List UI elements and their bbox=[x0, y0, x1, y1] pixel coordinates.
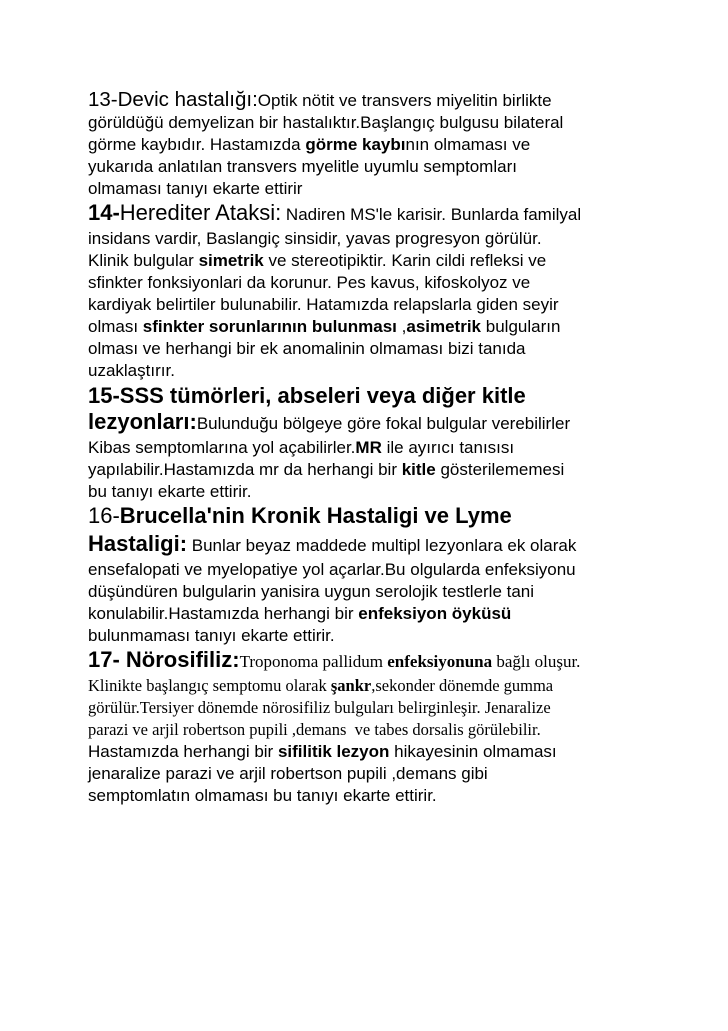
text-line: sfinkter fonksiyonlari da korunur. Pes kavus, kifoskolyoz ve bbox=[88, 273, 531, 292]
text-line: bu tanıyı ekarte ettirir. bbox=[88, 482, 252, 501]
section-15 bbox=[88, 382, 668, 503]
text-line: jenaralize parazi ve arjil robertson pupili ,demans gibi bbox=[88, 764, 488, 783]
text: Troponoma pallidum bbox=[239, 652, 388, 671]
emphasis: enfeksiyon öyküsü bbox=[358, 604, 512, 623]
text-line: olmaması tanıyı ekarte ettirir bbox=[88, 179, 303, 198]
section-15-heading: 15-SSS tümörleri, abseleri veya diğer kitle bbox=[88, 383, 526, 408]
section-16 bbox=[88, 503, 668, 647]
text: bulguların bbox=[481, 317, 561, 336]
text: nın olmaması ve bbox=[405, 135, 531, 154]
text: Hastamızda herhangi bir bbox=[88, 742, 278, 761]
text: Klinik bulgular bbox=[88, 251, 199, 270]
text-line: görülür.Tersiyer dönemde nörosifiliz bulguları belirginleşir. Jenaralize bbox=[88, 698, 551, 717]
text: , bbox=[396, 317, 407, 336]
text: Optik nötit ve transvers miyelitin birlikte bbox=[257, 91, 552, 110]
text: Bunlar beyaz maddede multipl lezyonlara ek olarak bbox=[187, 536, 577, 555]
emphasis: simetrik bbox=[198, 251, 264, 270]
text-line: düşündüren bulgularin yanisira uygun serolojik testlerle tani bbox=[88, 582, 535, 601]
emphasis: sfinkter sorunlarının bulunması bbox=[142, 317, 397, 336]
section-16-heading-cont: Hastaligi: bbox=[88, 531, 188, 556]
emphasis: görme kaybı bbox=[305, 135, 406, 154]
text: Kibas semptomlarına yol açabilirler. bbox=[88, 438, 356, 457]
text-line: insidans vardir, Baslangiç sinsidir, yavas progresyon görülür. bbox=[88, 229, 542, 248]
section-16-heading: Brucella'nin Kronik Hastaligi ve Lyme bbox=[119, 503, 512, 528]
text: gösterilememesi bbox=[435, 460, 565, 479]
emphasis: enfeksiyonuna bbox=[387, 652, 493, 671]
text: Nadiren MS'le karisir. Bunlarda familyal bbox=[281, 205, 582, 224]
text: yapılabilir.Hastamızda mr da herhangi bir bbox=[88, 460, 402, 479]
text: olması bbox=[88, 317, 143, 336]
emphasis: sifilitik lezyon bbox=[277, 742, 390, 761]
text-line: uzaklaştırır. bbox=[88, 361, 175, 380]
text-line: ensefalopati ve myelopatiye yol açarlar.Bu olgularda enfeksiyonu bbox=[88, 560, 576, 579]
section-17 bbox=[88, 647, 668, 807]
text-line: bulunmaması tanıyı ekarte ettirir. bbox=[88, 626, 335, 645]
section-17-heading: 17- Nörosifiliz: bbox=[88, 647, 240, 672]
section-14-number: 14- bbox=[88, 200, 120, 225]
text: Klinikte başlangıç semptomu olarak bbox=[88, 676, 331, 695]
emphasis: asimetrik bbox=[406, 317, 482, 336]
text-line: kardiyak belirtiler bulunabilir. Hatamızda relapslarla giden seyir bbox=[88, 295, 559, 314]
section-14-heading: Herediter Ataksi: bbox=[119, 200, 282, 225]
text-line: görüldüğü demyelizan bir hastalıktır.Başlangıç bulgusu bilateral bbox=[88, 113, 564, 132]
text: hikayesinin olmaması bbox=[389, 742, 557, 761]
text-line: parazi ve arjil robertson pupili ,demans ve tabes dorsalis görülebilir. bbox=[88, 720, 541, 739]
text: ,sekonder dönemde gumma bbox=[371, 676, 554, 695]
text-line: semptomlatın olmaması bu tanıyı ekarte ettirir. bbox=[88, 786, 437, 805]
emphasis: MR bbox=[355, 438, 382, 457]
text: Bulunduğu bölgeye göre fokal bulgular verebilirler bbox=[196, 414, 571, 433]
section-15-heading-cont: lezyonları: bbox=[88, 409, 197, 434]
text: ve stereotipiktir. Karin cildi refleksi ve bbox=[263, 251, 547, 270]
emphasis: şankr bbox=[330, 676, 372, 695]
section-14 bbox=[88, 200, 668, 382]
emphasis: kitle bbox=[401, 460, 436, 479]
section-13 bbox=[88, 88, 668, 200]
text: bağlı oluşur. bbox=[492, 652, 581, 671]
text: ile ayırıcı tanısısı bbox=[381, 438, 515, 457]
text-line: olması ve herhangi bir ek anomalinin olmaması bizi tanıda bbox=[88, 339, 526, 358]
section-13-heading: 13-Devic hastalığı: bbox=[88, 88, 258, 111]
text: görme kaybıdır. Hastamızda bbox=[88, 135, 306, 154]
document-page bbox=[88, 88, 668, 807]
text: konulabilir.Hastamızda herhangi bir bbox=[88, 604, 359, 623]
section-16-number: 16- bbox=[88, 503, 120, 528]
text-line: yukarıda anlatılan transvers myelitle uyumlu semptomları bbox=[88, 157, 517, 176]
